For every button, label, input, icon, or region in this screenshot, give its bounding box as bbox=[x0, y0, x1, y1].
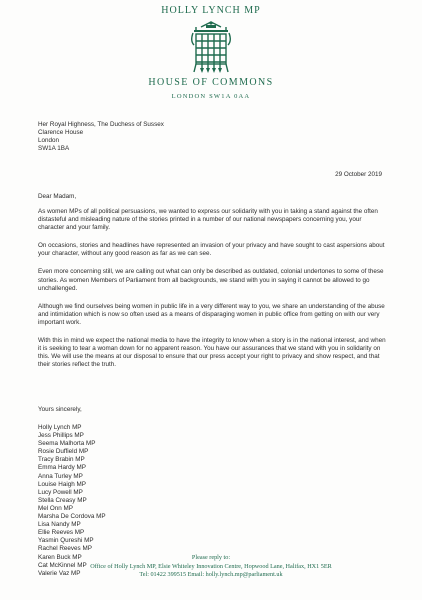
signatory: Ellie Reeves MP bbox=[38, 529, 85, 537]
signatory: Marsha De Cordova MP bbox=[38, 513, 106, 521]
recipient-address bbox=[38, 121, 238, 153]
signatory: Seema Malhorta MP bbox=[38, 440, 96, 448]
body-paragraph: Although we find ourselves being women in public life in a very different way to you, we share an understanding of the abuse and intimidation which is now so often used as a means of disparaging women in public office from getting on with our very important work. bbox=[38, 302, 385, 326]
signatory: Emma Hardy MP bbox=[38, 464, 86, 472]
body-paragraph: Even more concerning still, we are calling out what can only be described as outdated, colonial undertones to some of these stories. As women Members of Parliament from all backgrounds, we stand with you in saying it cannot be allowed to go unchallenged. bbox=[38, 268, 384, 292]
recipient-line: SW1A 1BA bbox=[38, 145, 70, 153]
salutation: Dear Madam, bbox=[38, 193, 77, 200]
signatory: Rachel Reeves MP bbox=[38, 545, 92, 553]
reply-footer bbox=[0, 554, 422, 580]
signatory: Valerie Vaz MP bbox=[38, 569, 81, 577]
recipient-line: Clarence House bbox=[38, 129, 84, 137]
body-paragraph: As women MPs of all political persuasions, we wanted to express our solidarity with you in taking a stand against the often distasteful and misleading nature of the stories printed in a number of our national newspapers concerning you, your character and your family. bbox=[38, 208, 378, 232]
letter-body bbox=[38, 208, 386, 379]
reply-contact: Tel: 01422 399515 Email: holly.lynch.mp@parliament.uk bbox=[139, 571, 283, 579]
recipient-line: London bbox=[38, 137, 60, 145]
reply-heading: Please reply to: bbox=[191, 554, 231, 561]
signatory: Mel Onn MP bbox=[38, 504, 73, 512]
signatory: Tracy Brabin MP bbox=[38, 456, 85, 464]
signatory: Karen Buck MP bbox=[38, 553, 82, 561]
signatory: Lisa Nandy MP bbox=[38, 521, 81, 529]
house-address: LONDON SW1A 0AA bbox=[171, 93, 251, 100]
reply-address: Office of Holly Lynch MP, Elsie Whiteley Innovation Centre, Hopwood Lane, Halifax, HX1 5ER bbox=[90, 562, 332, 570]
signatory: Lucy Powell MP bbox=[38, 488, 83, 496]
signatory: Cat McKinnel MP bbox=[38, 561, 87, 569]
signatory: Louise Haigh MP bbox=[38, 480, 86, 488]
body-paragraph: With this in mind we expect the national media to have the integrity to know when a story is in the national interest, and when it is seeking to tear a woman down for no apparent reason. You have our assurances that we stand with you in solidarity on this. We will use the means at our disposal to ensure that our press accept your right to privacy and show respect, and that their stories reflect the truth. bbox=[38, 337, 386, 369]
signatory: Jess Phillips MP bbox=[38, 432, 84, 440]
recipient-line: Her Royal Highness, The Duchess of Sussex bbox=[38, 121, 164, 128]
signatory: Anna Turley MP bbox=[38, 472, 83, 480]
house-name: HOUSE OF COMMONS bbox=[148, 77, 274, 88]
letter-date: 29 October 2019 bbox=[335, 171, 382, 178]
signatory: Yasmin Qureshi MP bbox=[38, 537, 94, 545]
letterhead-name: HOLLY LYNCH MP bbox=[161, 5, 261, 16]
signatory: Holly Lynch MP bbox=[38, 424, 82, 431]
closing: Yours sincerely, bbox=[38, 406, 82, 413]
signatory: Rosie Duffield MP bbox=[38, 448, 89, 456]
body-paragraph: On occasions, stories and headlines have represented an invasion of your privacy and have sought to cast aspersions about your character, without any good reason as far as we can see. bbox=[38, 242, 385, 258]
signatory: Stella Creasy MP bbox=[38, 496, 87, 504]
portcullis-icon bbox=[187, 21, 235, 75]
